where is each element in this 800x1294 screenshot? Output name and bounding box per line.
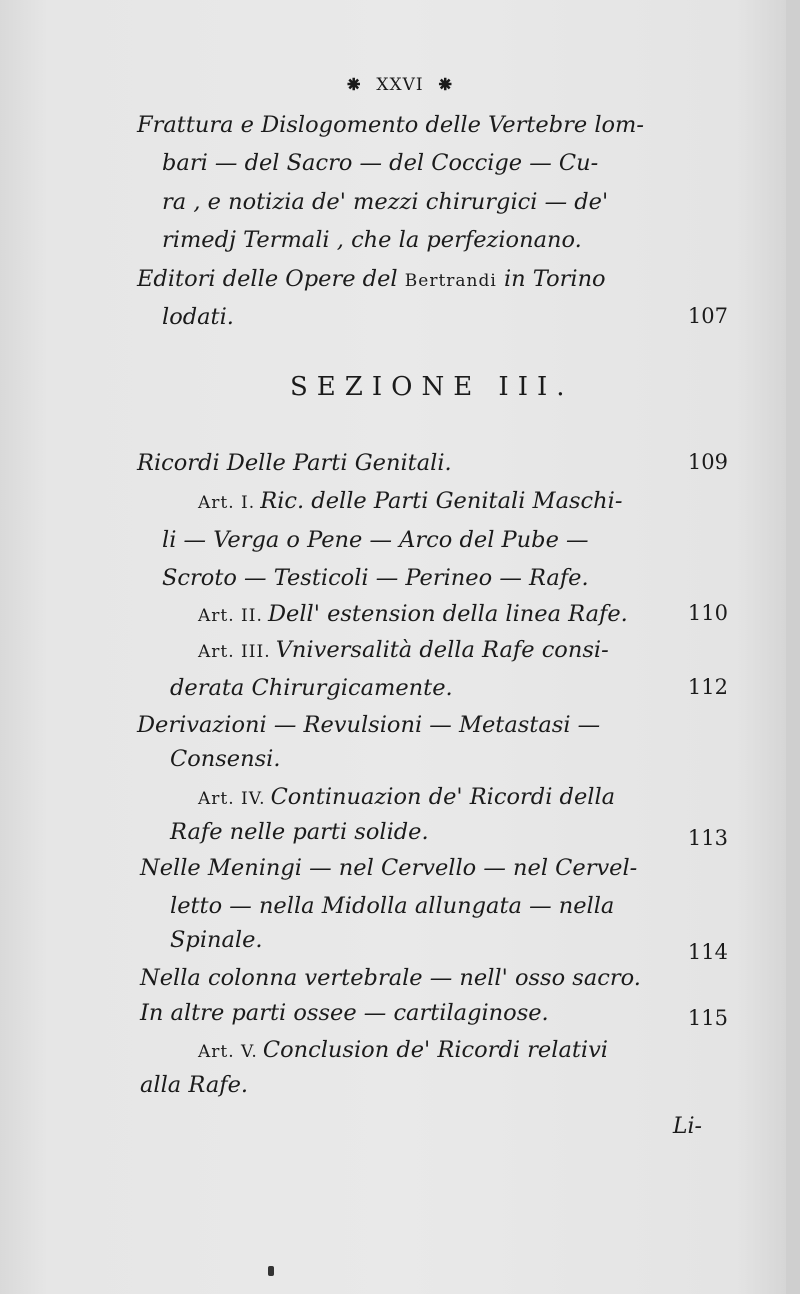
article-label: Art. V. [198,1042,258,1062]
article-label: Art. IV. [198,789,266,809]
text-segment: Vniversalità della Rafe consi- [275,637,609,663]
text-line: rimedj Termali , che la perfezionano. [162,227,582,253]
text-line: ra , e notizia de' mezzi chirurgici — de' [162,189,609,215]
entry-title: Nella colonna vertebrale — nell' osso sacro. [140,965,641,991]
roman-page-number: XXVI [376,74,424,95]
page-ref: 113 [687,826,728,850]
article-line [198,601,628,627]
text-segment: Ric. delle Parti Genitali Maschi- [260,488,623,514]
text-line: Nelle Meningi — nel Cervello — nel Cervel- [140,855,638,881]
page-ref: 112 [687,675,728,699]
text-segment: Conclusion de' Ricordi relativi [262,1037,609,1063]
page-ref: 115 [687,1006,728,1030]
page-ref: 110 [687,601,728,625]
page-ref: 107 [687,304,728,328]
entry-title: Ricordi Delle Parti Genitali. [137,450,452,476]
text-line: Consensi. [170,746,281,772]
ornament-left-icon: ⁕ [344,72,364,98]
ornament-right-icon: ⁕ [436,72,456,98]
page-ref: 114 [687,940,728,964]
article-label: Art. I. [198,493,256,513]
text-segment: Continuazion de' Ricordi della [270,784,616,810]
text-line: Frattura e Dislogomento delle Vertebre lom- [137,112,644,138]
text-line: li — Verga o Pene — Arco del Pube — [162,527,589,553]
text-line: lodati. [162,304,234,330]
text-line: bari — del Sacro — del Coccige — Cu- [162,150,599,176]
article-label: Art. III. [198,642,271,662]
author-name: Bertrandi [404,271,497,291]
text-segment: Editori delle Opere del [137,266,398,292]
text-line [137,266,606,292]
text-line: Spinale. [170,927,263,953]
section-title: SEZIONE III. [290,372,574,402]
article-label: Art. II. [198,606,263,626]
catchword: Li- [672,1114,702,1139]
page-header [0,72,800,98]
text-line: Derivazioni — Revulsioni — Metastasi — [137,712,601,738]
article-line [198,637,609,663]
printer-mark-icon [268,1266,274,1276]
page-ref: 109 [687,450,728,474]
article-line [198,488,622,514]
text-line: Scroto — Testicoli — Perineo — Rafe. [162,565,589,591]
article-line [198,1037,608,1063]
text-line: alla Rafe. [140,1072,249,1098]
text-segment: Dell' estension della linea Rafe. [267,601,628,627]
text-line: letto — nella Midolla allungata — nella [170,893,615,919]
text-line: derata Chirurgicamente. [170,675,453,701]
text-line: Rafe nelle parti solide. [170,819,429,845]
article-line [198,784,615,810]
text-segment: in Torino [503,266,606,292]
page-edge [786,0,800,1294]
entry-title: In altre parti ossee — cartilaginose. [140,1000,549,1026]
